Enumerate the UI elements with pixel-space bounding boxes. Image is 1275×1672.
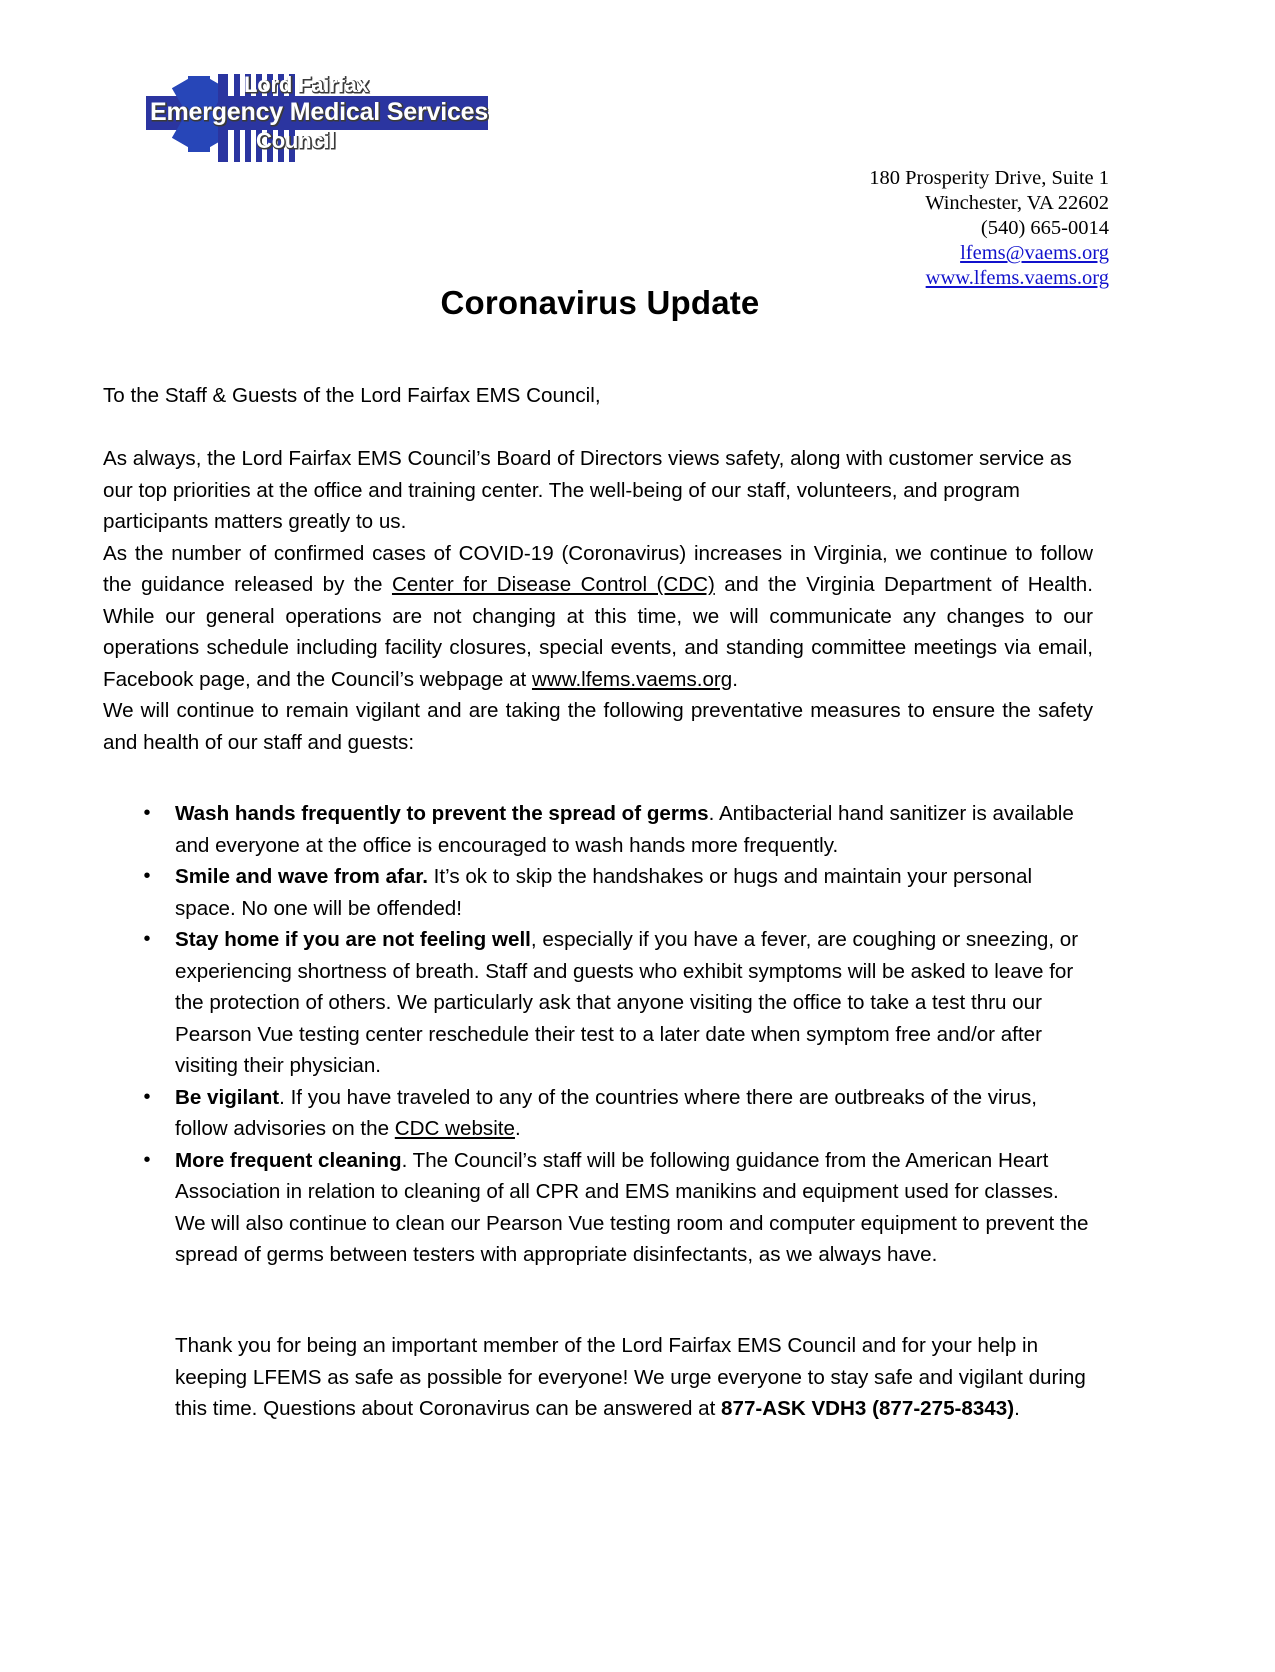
bullet-icon: • (143, 1085, 151, 1108)
salutation (103, 380, 1093, 412)
bullet-icon: • (143, 802, 151, 824)
logo-line-council: Council (256, 128, 336, 153)
address-street: 180 Prosperity Drive, Suite 1 (869, 167, 1109, 189)
paragraph-guidance-text-a: As the number of confirmed cases of COVID-19 (Coronavirus) increases in Virginia, we continue to follow the guidance released by the (103, 541, 1093, 596)
paragraph-intro (103, 443, 1093, 538)
paragraph-guidance-text-c: . (732, 667, 738, 691)
list-item-lead: Smile and wave from afar. (175, 865, 428, 888)
list-item-rest: . If you have traveled to any of the countries where there are outbreaks of the virus, follow advisories on the (175, 1085, 1037, 1140)
logo-line-emergency-medical-services: Emergency Medical Services (150, 98, 489, 126)
closing-text-a: Thank you for being an important member of the Lord Fairfax EMS Council and for your help in keeping LFEMS as safe as possible for everyone! We urge everyone to stay safe and vigilant during this time. Questions about Coronavirus can be answered at (175, 1334, 1086, 1420)
bullet-icon: • (143, 1148, 151, 1171)
page-title: Coronavirus Update (440, 284, 760, 321)
list-item (103, 861, 1093, 924)
salutation-text: To the Staff & Guests of the Lord Fairfax EMS Council, (103, 384, 601, 407)
closing-text-b: . (1014, 1397, 1020, 1420)
cdc-website-link[interactable]: CDC website (394, 1117, 515, 1140)
list-item-rest: It’s ok to skip the handshakes or hugs and maintain your personal space. No one will be offended! (175, 865, 1033, 920)
list-item-content (175, 798, 1093, 861)
council-webpage-link[interactable]: www.lfems.vaems.org (531, 667, 733, 691)
list-item-content (175, 924, 1093, 1082)
list-item-rest: . Antibacterial hand sanitizer is available and everyone at the office is encouraged to wash hands more frequently. (175, 802, 1074, 857)
body-spacer (103, 412, 1093, 444)
bullet-icon: • (143, 865, 151, 887)
address-city-state-zip: Winchester, VA 22602 (925, 192, 1109, 214)
list-item-lead: Stay home if you are not feeling well (175, 928, 531, 951)
list-item-rest: , especially if you have a fever, are coughing or sneezing, or experiencing shortness of breath. Staff and guests who exhibit symptoms will be asked to leave for the protection of others. We particularly ask that anyone visiting the office to take a test thru our Pearson Vue testing center reschedule their test to a later date when symptom free and/or after visiting their physician. (175, 928, 1079, 1077)
list-item (103, 798, 1093, 861)
closing-paragraph (175, 1330, 1093, 1425)
list-item-tail: . (514, 1117, 521, 1140)
vdh-phone-number: 877-ASK VDH3 (877-275-8343) (721, 1397, 1015, 1420)
bullet-icon: • (143, 928, 151, 950)
address-block (869, 166, 1109, 291)
paragraph-intro-text: As always, the Lord Fairfax EMS Council’s Board of Directors views safety, along with customer service as our top priorities at the office and training center. The well-being of our staff, volunteers, and program participants matters greatly to us. (103, 447, 1072, 533)
list-item-lead: Be vigilant (175, 1085, 280, 1109)
list-item-rest: . The Council’s staff will be following guidance from the American Heart Association in relation to cleaning of all CPR and EMS manikins and equipment used for classes. We will also continue to clean our Pearson Vue testing room and computer equipment to prevent the spread of germs between testers with appropriate disinfectants, as we always have. (175, 1148, 1089, 1266)
cdc-link[interactable]: Center for Disease Control (CDC) (391, 573, 715, 596)
list-item-content (175, 1145, 1093, 1271)
website-link[interactable]: www.lfems.vaems.org (925, 267, 1109, 289)
organization-logo (146, 66, 488, 164)
letter-body (103, 380, 1093, 758)
list-item-content (175, 861, 1093, 924)
paragraph-measures-intro (103, 695, 1093, 758)
paragraph-measures-intro-text: We will continue to remain vigilant and are taking the following preventative measures to ensure the safety and health of our staff and guests: (103, 699, 1093, 754)
email-link[interactable]: lfems@vaems.org (960, 242, 1109, 264)
star-of-life-icon (146, 66, 488, 164)
logo-line-lord-fairfax: Lord Fairfax (244, 72, 369, 97)
preventative-measures-list (103, 798, 1093, 1271)
list-item (103, 1082, 1093, 1145)
paragraph-guidance-text-b: and the Virginia Department of Health. While our general operations are not changing at this time, we will communicate any changes to our operations schedule including facility closures, special events, and standing committee meetings via email, Facebook page, and the Council’s webpage at (103, 573, 1093, 691)
list-item (103, 1145, 1093, 1271)
paragraph-guidance (103, 538, 1093, 696)
list-item-content (175, 1082, 1093, 1145)
list-item (103, 924, 1093, 1082)
list-item-lead: Wash hands frequently to prevent the spread of germs (175, 802, 709, 825)
address-phone: (540) 665-0014 (980, 217, 1109, 239)
list-item-lead: More frequent cleaning (175, 1148, 402, 1172)
